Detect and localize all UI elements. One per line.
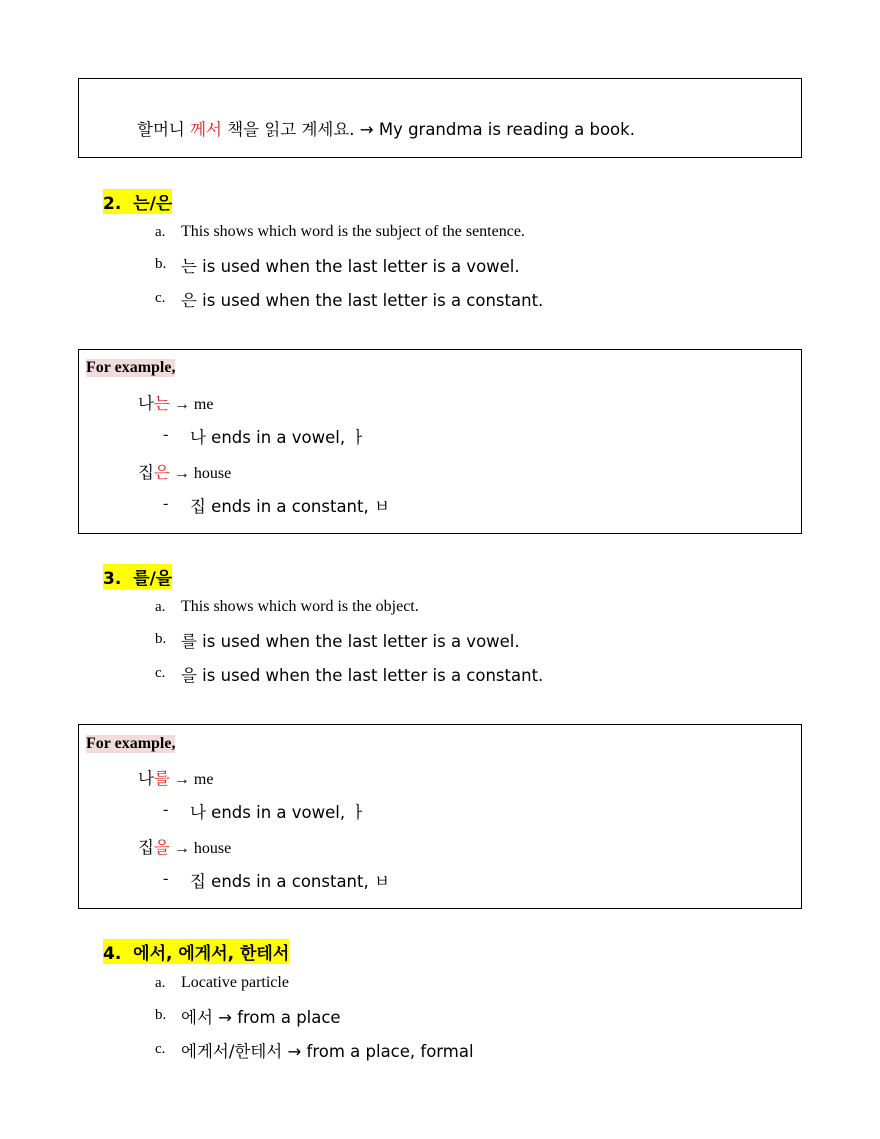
top-example-sentence: 할머니 께서 책을 읽고 계세요. → My grandma is reading a book. [137, 120, 635, 139]
example-row: 나를 → me [138, 769, 214, 788]
list-item-text: 를 is used when the last letter is a vowel. [181, 632, 520, 651]
example-note: 집 ends in a constant, ㅂ [190, 497, 390, 516]
list-marker: b. [155, 256, 167, 272]
example-row: 나는 → me [138, 394, 214, 413]
section-2-heading: 2. 는/은 [103, 189, 172, 214]
example-label: For example, [86, 359, 176, 376]
bullet-dash: - [163, 495, 169, 512]
section-3-heading: 3. 를/을 [103, 564, 172, 589]
example-label: For example, [86, 735, 176, 752]
list-marker: c. [155, 290, 166, 306]
example-note: 집 ends in a constant, ㅂ [190, 872, 390, 891]
bullet-dash: - [163, 870, 169, 887]
list-item-text: 에서 → from a place [181, 1008, 341, 1027]
particle: 은 [153, 463, 170, 482]
example-box-2 [78, 724, 802, 909]
bullet-dash: - [163, 426, 169, 443]
list-marker: a. [155, 975, 166, 991]
particle: 를 [153, 769, 170, 788]
list-marker: b. [155, 1007, 167, 1023]
list-item-text: This shows which word is the subject of the sentence. [181, 223, 525, 240]
list-item-text: This shows which word is the object. [181, 598, 419, 615]
list-marker: a. [155, 224, 166, 240]
list-marker: a. [155, 599, 166, 615]
example-note: 나 ends in a vowel, ㅏ [190, 803, 367, 822]
example-row: 집은 → house [138, 463, 232, 482]
list-item-text: 을 is used when the last letter is a constant. [181, 666, 544, 685]
list-marker: b. [155, 631, 167, 647]
particle: 을 [153, 838, 170, 857]
list-marker: c. [155, 665, 166, 681]
particle: 는 [153, 394, 170, 413]
list-item-text: 에게서/한테서 → from a place, formal [181, 1042, 474, 1061]
section-4-heading: 4. 에서, 에게서, 한테서 [103, 939, 289, 964]
list-marker: c. [155, 1041, 166, 1057]
bullet-dash: - [163, 801, 169, 818]
example-box-1 [78, 349, 802, 534]
list-item-text: Locative particle [181, 974, 289, 991]
example-note: 나 ends in a vowel, ㅏ [190, 428, 367, 447]
list-item-text: 은 is used when the last letter is a constant. [181, 291, 544, 310]
list-item-text: 는 is used when the last letter is a vowel. [181, 257, 520, 276]
highlighted-particle: 께서 [190, 120, 222, 139]
example-row: 집을 → house [138, 838, 232, 857]
